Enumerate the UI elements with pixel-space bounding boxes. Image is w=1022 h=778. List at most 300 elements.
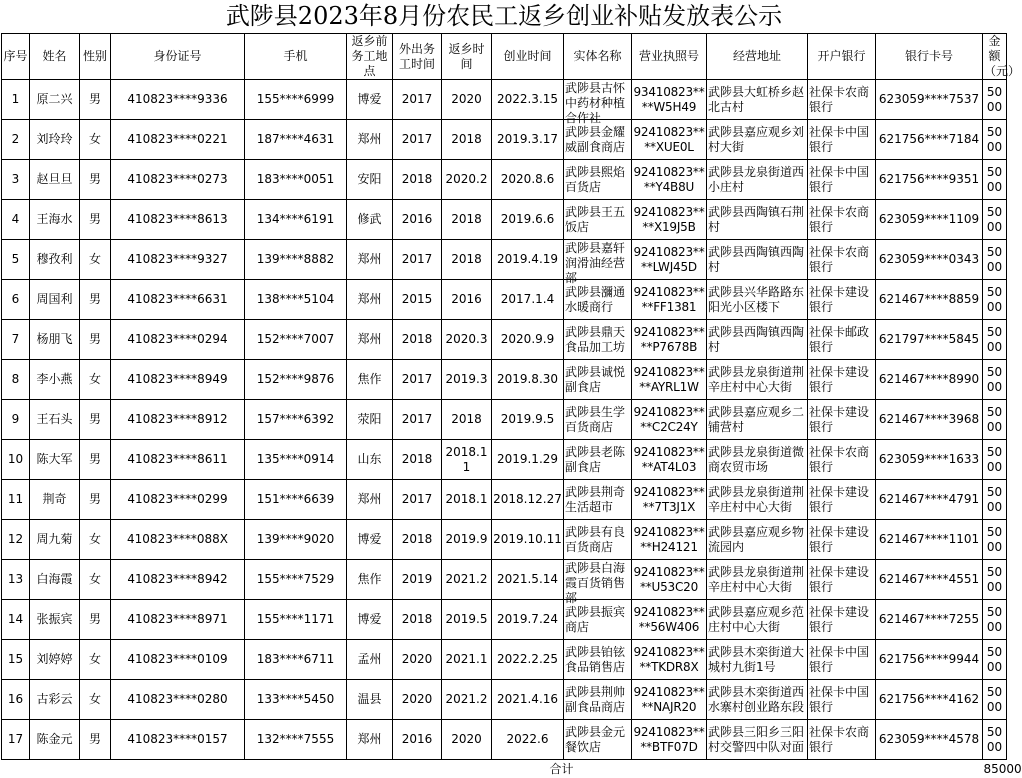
cell-name-text: 白海霞 (31, 572, 78, 587)
cell-return-time-text: 2020.3 (443, 332, 490, 347)
header-address: 经营地址 (707, 34, 808, 80)
cell-phone (245, 200, 347, 240)
cell-gender (80, 600, 111, 640)
cell-phone-text: 133****5450 (246, 692, 345, 707)
header-start-time: 创业时间 (492, 34, 564, 80)
cell-name-text: 杨朋飞 (31, 332, 78, 347)
cell-return-time (442, 600, 492, 640)
cell-index-text: 12 (3, 532, 28, 547)
cell-gender-text: 男 (81, 292, 109, 307)
cell-amount-text: 5000 (984, 85, 1005, 115)
cell-card-number (876, 160, 983, 200)
cell-gender-text: 女 (81, 252, 109, 267)
cell-work-time-text: 2017 (394, 372, 440, 387)
total-spacer (2, 760, 492, 778)
cell-amount-text: 5000 (984, 725, 1005, 755)
cell-gender-text: 男 (81, 212, 109, 227)
cell-card-number-text: 621467****4791 (877, 492, 981, 507)
cell-return-time (442, 440, 492, 480)
cell-index (2, 120, 30, 160)
cell-phone (245, 160, 347, 200)
cell-id-number-text: 410823****0299 (112, 492, 243, 507)
cell-start-time (492, 120, 564, 160)
table-row (2, 160, 1007, 200)
cell-work-place (347, 560, 393, 600)
cell-card-number (876, 600, 983, 640)
cell-phone (245, 320, 347, 360)
cell-address (707, 520, 808, 560)
cell-id-number-text: 410823****9336 (112, 92, 243, 107)
cell-id-number-text: 410823****0221 (112, 132, 243, 147)
cell-card-number-text: 621467****8859 (877, 292, 981, 307)
cell-name (30, 600, 80, 640)
cell-gender-text: 女 (81, 132, 109, 147)
cell-card-number (876, 400, 983, 440)
cell-work-time (393, 240, 442, 280)
cell-name (30, 440, 80, 480)
cell-name-text: 古彩云 (31, 692, 78, 707)
cell-phone-text: 134****6191 (246, 212, 345, 227)
cell-bank (808, 120, 876, 160)
cell-amount-text: 5000 (984, 125, 1005, 155)
cell-card-number (876, 640, 983, 680)
table-row (2, 400, 1007, 440)
cell-work-time-text: 2020 (394, 652, 440, 667)
cell-start-time-text: 2022.2.25 (493, 652, 562, 667)
cell-entity-name-text: 武陟县生学百货商店 (565, 405, 630, 435)
cell-work-place (347, 360, 393, 400)
cell-bank-text: 社保卡农商银行 (809, 445, 874, 475)
cell-name-text: 周九菊 (31, 532, 78, 547)
cell-phone-text: 183****0051 (246, 172, 345, 187)
cell-address (707, 240, 808, 280)
cell-work-time-text: 2018 (394, 612, 440, 627)
table-body (2, 80, 1007, 760)
cell-phone-text: 183****6711 (246, 652, 345, 667)
cell-amount (983, 680, 1007, 720)
cell-address-text: 武陟县龙泉街道荆辛庄村中心大街 (708, 485, 806, 515)
cell-work-place-text: 郑州 (348, 332, 391, 347)
cell-work-time-text: 2018 (394, 332, 440, 347)
cell-amount (983, 240, 1007, 280)
cell-bank-text: 社保卡农商银行 (809, 205, 874, 235)
cell-return-time (442, 80, 492, 120)
cell-index (2, 200, 30, 240)
cell-name (30, 680, 80, 720)
header-amount: 金额（元） (983, 34, 1007, 80)
cell-start-time (492, 600, 564, 640)
cell-name (30, 160, 80, 200)
cell-address (707, 560, 808, 600)
cell-index (2, 280, 30, 320)
cell-card-number (876, 240, 983, 280)
cell-entity-name-text: 武陟县鼎天食品加工坊 (565, 325, 630, 355)
cell-address-text: 武陟县龙泉街道荆辛庄村中心大街 (708, 365, 806, 395)
cell-return-time-text: 2021.2 (443, 692, 490, 707)
cell-start-time (492, 560, 564, 600)
cell-work-time (393, 360, 442, 400)
cell-work-time (393, 440, 442, 480)
cell-entity-name-text: 武陟县瀰通水暖商行 (565, 285, 630, 315)
cell-entity-name (564, 680, 632, 720)
cell-license-text: 92410823****XUE0L (633, 125, 705, 155)
cell-phone-text: 155****7529 (246, 572, 345, 587)
cell-entity-name (564, 320, 632, 360)
cell-address-text: 武陟县龙泉街道西小庄村 (708, 165, 806, 195)
cell-gender-text: 男 (81, 332, 109, 347)
cell-return-time (442, 280, 492, 320)
cell-address (707, 680, 808, 720)
cell-name (30, 80, 80, 120)
table-row (2, 240, 1007, 280)
cell-work-place-text: 山东 (348, 452, 391, 467)
header-bank: 开户银行 (808, 34, 876, 80)
cell-phone (245, 440, 347, 480)
cell-address-text: 武陟县木栾街道西水寨村创业路东段 (708, 685, 806, 715)
total-spacer-2 (632, 760, 983, 778)
cell-index (2, 160, 30, 200)
cell-work-place-text: 博爱 (348, 612, 391, 627)
cell-address (707, 480, 808, 520)
cell-gender (80, 240, 111, 280)
cell-index-text: 3 (3, 172, 28, 187)
cell-card-number (876, 280, 983, 320)
cell-return-time (442, 640, 492, 680)
cell-id-number (111, 360, 245, 400)
cell-card-number-text: 621756****9944 (877, 652, 981, 667)
cell-phone-text: 135****0914 (246, 452, 345, 467)
cell-work-place-text: 安阳 (348, 172, 391, 187)
cell-bank-text: 社保卡建设银行 (809, 365, 874, 395)
cell-amount-text: 5000 (984, 365, 1005, 395)
cell-bank (808, 240, 876, 280)
cell-index (2, 320, 30, 360)
cell-entity-name-text: 武陟县金元餐饮店 (565, 725, 630, 755)
cell-work-time (393, 160, 442, 200)
cell-amount-text: 5000 (984, 405, 1005, 435)
cell-license (632, 480, 707, 520)
cell-entity-name (564, 720, 632, 760)
cell-entity-name (564, 480, 632, 520)
cell-entity-name (564, 120, 632, 160)
cell-license (632, 720, 707, 760)
header-entity-name: 实体名称 (564, 34, 632, 80)
cell-amount-text: 5000 (984, 565, 1005, 595)
cell-gender (80, 280, 111, 320)
cell-index (2, 440, 30, 480)
cell-index (2, 520, 30, 560)
cell-phone-text: 138****5104 (246, 292, 345, 307)
subsidy-table (1, 33, 1007, 778)
cell-return-time-text: 2020.2 (443, 172, 490, 187)
table-row (2, 440, 1007, 480)
cell-entity-name-text: 武陟县老陈副食店 (565, 445, 630, 475)
header-work-place: 返乡前务工地点 (347, 34, 393, 80)
cell-card-number (876, 80, 983, 120)
table-row (2, 80, 1007, 120)
cell-start-time (492, 480, 564, 520)
cell-work-place-text: 焦作 (348, 572, 391, 587)
cell-index-text: 1 (3, 92, 28, 107)
cell-amount (983, 520, 1007, 560)
cell-entity-name-text: 武陟县白海霞百货销售部 (565, 561, 630, 599)
cell-card-number (876, 200, 983, 240)
cell-card-number (876, 560, 983, 600)
cell-name (30, 200, 80, 240)
cell-gender (80, 320, 111, 360)
cell-gender (80, 360, 111, 400)
cell-entity-name (564, 240, 632, 280)
cell-entity-name (564, 640, 632, 680)
cell-address-text: 武陟县龙泉街道微商农贸市场 (708, 445, 806, 475)
table-row (2, 320, 1007, 360)
cell-work-time (393, 720, 442, 760)
cell-id-number-text: 410823****8611 (112, 452, 243, 467)
cell-index-text: 8 (3, 372, 28, 387)
cell-address (707, 320, 808, 360)
table-row (2, 360, 1007, 400)
cell-entity-name (564, 560, 632, 600)
cell-license-text: 92410823****X19J5B (633, 205, 705, 235)
cell-work-time-text: 2018 (394, 452, 440, 467)
cell-id-number (111, 280, 245, 320)
cell-license (632, 400, 707, 440)
cell-license (632, 360, 707, 400)
cell-id-number (111, 160, 245, 200)
cell-card-number (876, 320, 983, 360)
cell-work-place-text: 荥阳 (348, 412, 391, 427)
cell-id-number (111, 120, 245, 160)
cell-name-text: 赵旦旦 (31, 172, 78, 187)
cell-return-time (442, 680, 492, 720)
cell-address-text: 武陟县西陶镇西陶村 (708, 325, 806, 355)
cell-bank-text: 社保卡中国银行 (809, 645, 874, 675)
cell-index-text: 9 (3, 412, 28, 427)
cell-return-time-text: 2018.11 (443, 445, 490, 475)
cell-license-text: 92410823****BTF07D (633, 725, 705, 755)
cell-address (707, 360, 808, 400)
cell-bank (808, 480, 876, 520)
cell-return-time (442, 400, 492, 440)
cell-name-text: 原二兴 (31, 92, 78, 107)
cell-work-place (347, 280, 393, 320)
cell-start-time-text: 2019.9.5 (493, 412, 562, 427)
cell-gender-text: 男 (81, 92, 109, 107)
cell-index (2, 480, 30, 520)
cell-return-time-text: 2020 (443, 92, 490, 107)
cell-return-time (442, 200, 492, 240)
cell-return-time-text: 2021.1 (443, 652, 490, 667)
cell-amount-text: 5000 (984, 245, 1005, 275)
cell-gender-text: 女 (81, 572, 109, 587)
cell-gender (80, 160, 111, 200)
cell-license (632, 200, 707, 240)
cell-return-time (442, 360, 492, 400)
cell-name-text: 陈大军 (31, 452, 78, 467)
cell-work-place-text: 郑州 (348, 732, 391, 747)
cell-bank-text: 社保卡建设银行 (809, 605, 874, 635)
cell-license (632, 440, 707, 480)
cell-id-number-text: 410823****0273 (112, 172, 243, 187)
cell-name (30, 280, 80, 320)
cell-license-text: 92410823****H24121 (633, 525, 705, 555)
cell-phone (245, 720, 347, 760)
cell-address (707, 600, 808, 640)
cell-return-time-text: 2019.9 (443, 532, 490, 547)
cell-bank-text: 社保卡邮政银行 (809, 325, 874, 355)
cell-phone (245, 600, 347, 640)
cell-address (707, 720, 808, 760)
cell-return-time (442, 720, 492, 760)
cell-work-time (393, 80, 442, 120)
cell-amount-text: 5000 (984, 485, 1005, 515)
cell-license-text: 92410823****LWJ45D (633, 245, 705, 275)
cell-card-number-text: 623059****4578 (877, 732, 981, 747)
cell-phone-text: 132****7555 (246, 732, 345, 747)
cell-start-time-text: 2018.12.27 (493, 492, 562, 507)
cell-card-number (876, 680, 983, 720)
cell-id-number (111, 400, 245, 440)
cell-amount-text: 5000 (984, 645, 1005, 675)
cell-name-text: 刘玲玲 (31, 132, 78, 147)
cell-start-time-text: 2019.6.6 (493, 212, 562, 227)
cell-work-place (347, 600, 393, 640)
cell-license-text: 92410823****7T3J1X (633, 485, 705, 515)
cell-phone (245, 480, 347, 520)
header-return-time: 返乡时间 (442, 34, 492, 80)
table-row (2, 560, 1007, 600)
cell-name-text: 荆奇 (31, 492, 78, 507)
cell-card-number-text: 621467****3968 (877, 412, 981, 427)
cell-gender (80, 640, 111, 680)
cell-start-time-text: 2020.9.9 (493, 332, 562, 347)
cell-start-time-text: 2019.7.24 (493, 612, 562, 627)
total-amount: 85000 (983, 760, 1007, 778)
cell-start-time (492, 280, 564, 320)
cell-card-number-text: 621467****1101 (877, 532, 981, 547)
table-row (2, 120, 1007, 160)
cell-license (632, 640, 707, 680)
cell-start-time (492, 160, 564, 200)
cell-gender (80, 560, 111, 600)
cell-card-number (876, 520, 983, 560)
cell-return-time-text: 2018 (443, 412, 490, 427)
cell-amount-text: 5000 (984, 445, 1005, 475)
cell-index-text: 7 (3, 332, 28, 347)
cell-license-text: 92410823****FF1381 (633, 285, 705, 315)
cell-name (30, 560, 80, 600)
cell-index-text: 6 (3, 292, 28, 307)
cell-entity-name-text: 武陟县有良百货商店 (565, 525, 630, 555)
cell-work-time-text: 2020 (394, 692, 440, 707)
cell-amount (983, 640, 1007, 680)
cell-license-text: 92410823****P7678B (633, 325, 705, 355)
cell-phone (245, 400, 347, 440)
cell-address (707, 280, 808, 320)
cell-gender (80, 200, 111, 240)
cell-return-time-text: 2020 (443, 732, 490, 747)
cell-bank-text: 社保卡中国银行 (809, 125, 874, 155)
cell-phone-text: 152****7007 (246, 332, 345, 347)
cell-bank-text: 社保卡农商银行 (809, 245, 874, 275)
cell-phone (245, 120, 347, 160)
cell-phone (245, 680, 347, 720)
cell-address (707, 120, 808, 160)
cell-card-number-text: 621756****7184 (877, 132, 981, 147)
cell-amount-text: 5000 (984, 605, 1005, 635)
cell-entity-name-text: 武陟县荆奇生活超市 (565, 485, 630, 515)
cell-work-time (393, 520, 442, 560)
cell-start-time (492, 80, 564, 120)
cell-id-number (111, 320, 245, 360)
cell-amount-text: 5000 (984, 325, 1005, 355)
header-work-time: 外出务工时间 (393, 34, 442, 80)
cell-card-number-text: 623059****0343 (877, 252, 981, 267)
cell-work-time (393, 280, 442, 320)
cell-address-text: 武陟县嘉应观乡物流园内 (708, 525, 806, 555)
cell-gender-text: 女 (81, 692, 109, 707)
cell-entity-name-text: 武陟县王五饭店 (565, 205, 630, 235)
cell-id-number-text: 410823****0157 (112, 732, 243, 747)
cell-index (2, 560, 30, 600)
cell-address-text: 武陟县大虹桥乡赵北古村 (708, 85, 806, 115)
cell-start-time-text: 2019.4.19 (493, 252, 562, 267)
total-label: 合计 (492, 760, 632, 778)
cell-card-number-text: 623059****7537 (877, 92, 981, 107)
cell-start-time (492, 360, 564, 400)
cell-work-time-text: 2017 (394, 412, 440, 427)
cell-card-number-text: 621467****4551 (877, 572, 981, 587)
cell-work-place (347, 480, 393, 520)
cell-gender-text: 女 (81, 652, 109, 667)
cell-bank (808, 400, 876, 440)
cell-amount (983, 200, 1007, 240)
cell-work-place (347, 240, 393, 280)
cell-work-time (393, 560, 442, 600)
cell-work-time-text: 2018 (394, 172, 440, 187)
cell-id-number (111, 640, 245, 680)
cell-card-number (876, 440, 983, 480)
header-name: 姓名 (30, 34, 80, 80)
cell-gender (80, 440, 111, 480)
cell-license (632, 520, 707, 560)
cell-work-time-text: 2015 (394, 292, 440, 307)
table-row (2, 280, 1007, 320)
cell-bank (808, 440, 876, 480)
cell-bank-text: 社保卡农商银行 (809, 85, 874, 115)
cell-start-time (492, 720, 564, 760)
cell-card-number-text: 621467****8990 (877, 372, 981, 387)
cell-name-text: 刘婷婷 (31, 652, 78, 667)
cell-index (2, 240, 30, 280)
cell-work-place (347, 520, 393, 560)
cell-phone (245, 560, 347, 600)
cell-gender (80, 80, 111, 120)
table-row (2, 640, 1007, 680)
cell-entity-name-text: 武陟县铂铉食品销售店 (565, 645, 630, 675)
cell-start-time (492, 640, 564, 680)
cell-id-number-text: 410823****8971 (112, 612, 243, 627)
cell-amount (983, 600, 1007, 640)
cell-start-time (492, 320, 564, 360)
header-id-number: 身份证号 (111, 34, 245, 80)
cell-work-place-text: 焦作 (348, 372, 391, 387)
cell-address-text: 武陟县西陶镇西陶村 (708, 245, 806, 275)
cell-amount-text: 5000 (984, 525, 1005, 555)
cell-license-text: 92410823****Y4B8U (633, 165, 705, 195)
cell-work-time-text: 2017 (394, 92, 440, 107)
cell-name (30, 720, 80, 760)
